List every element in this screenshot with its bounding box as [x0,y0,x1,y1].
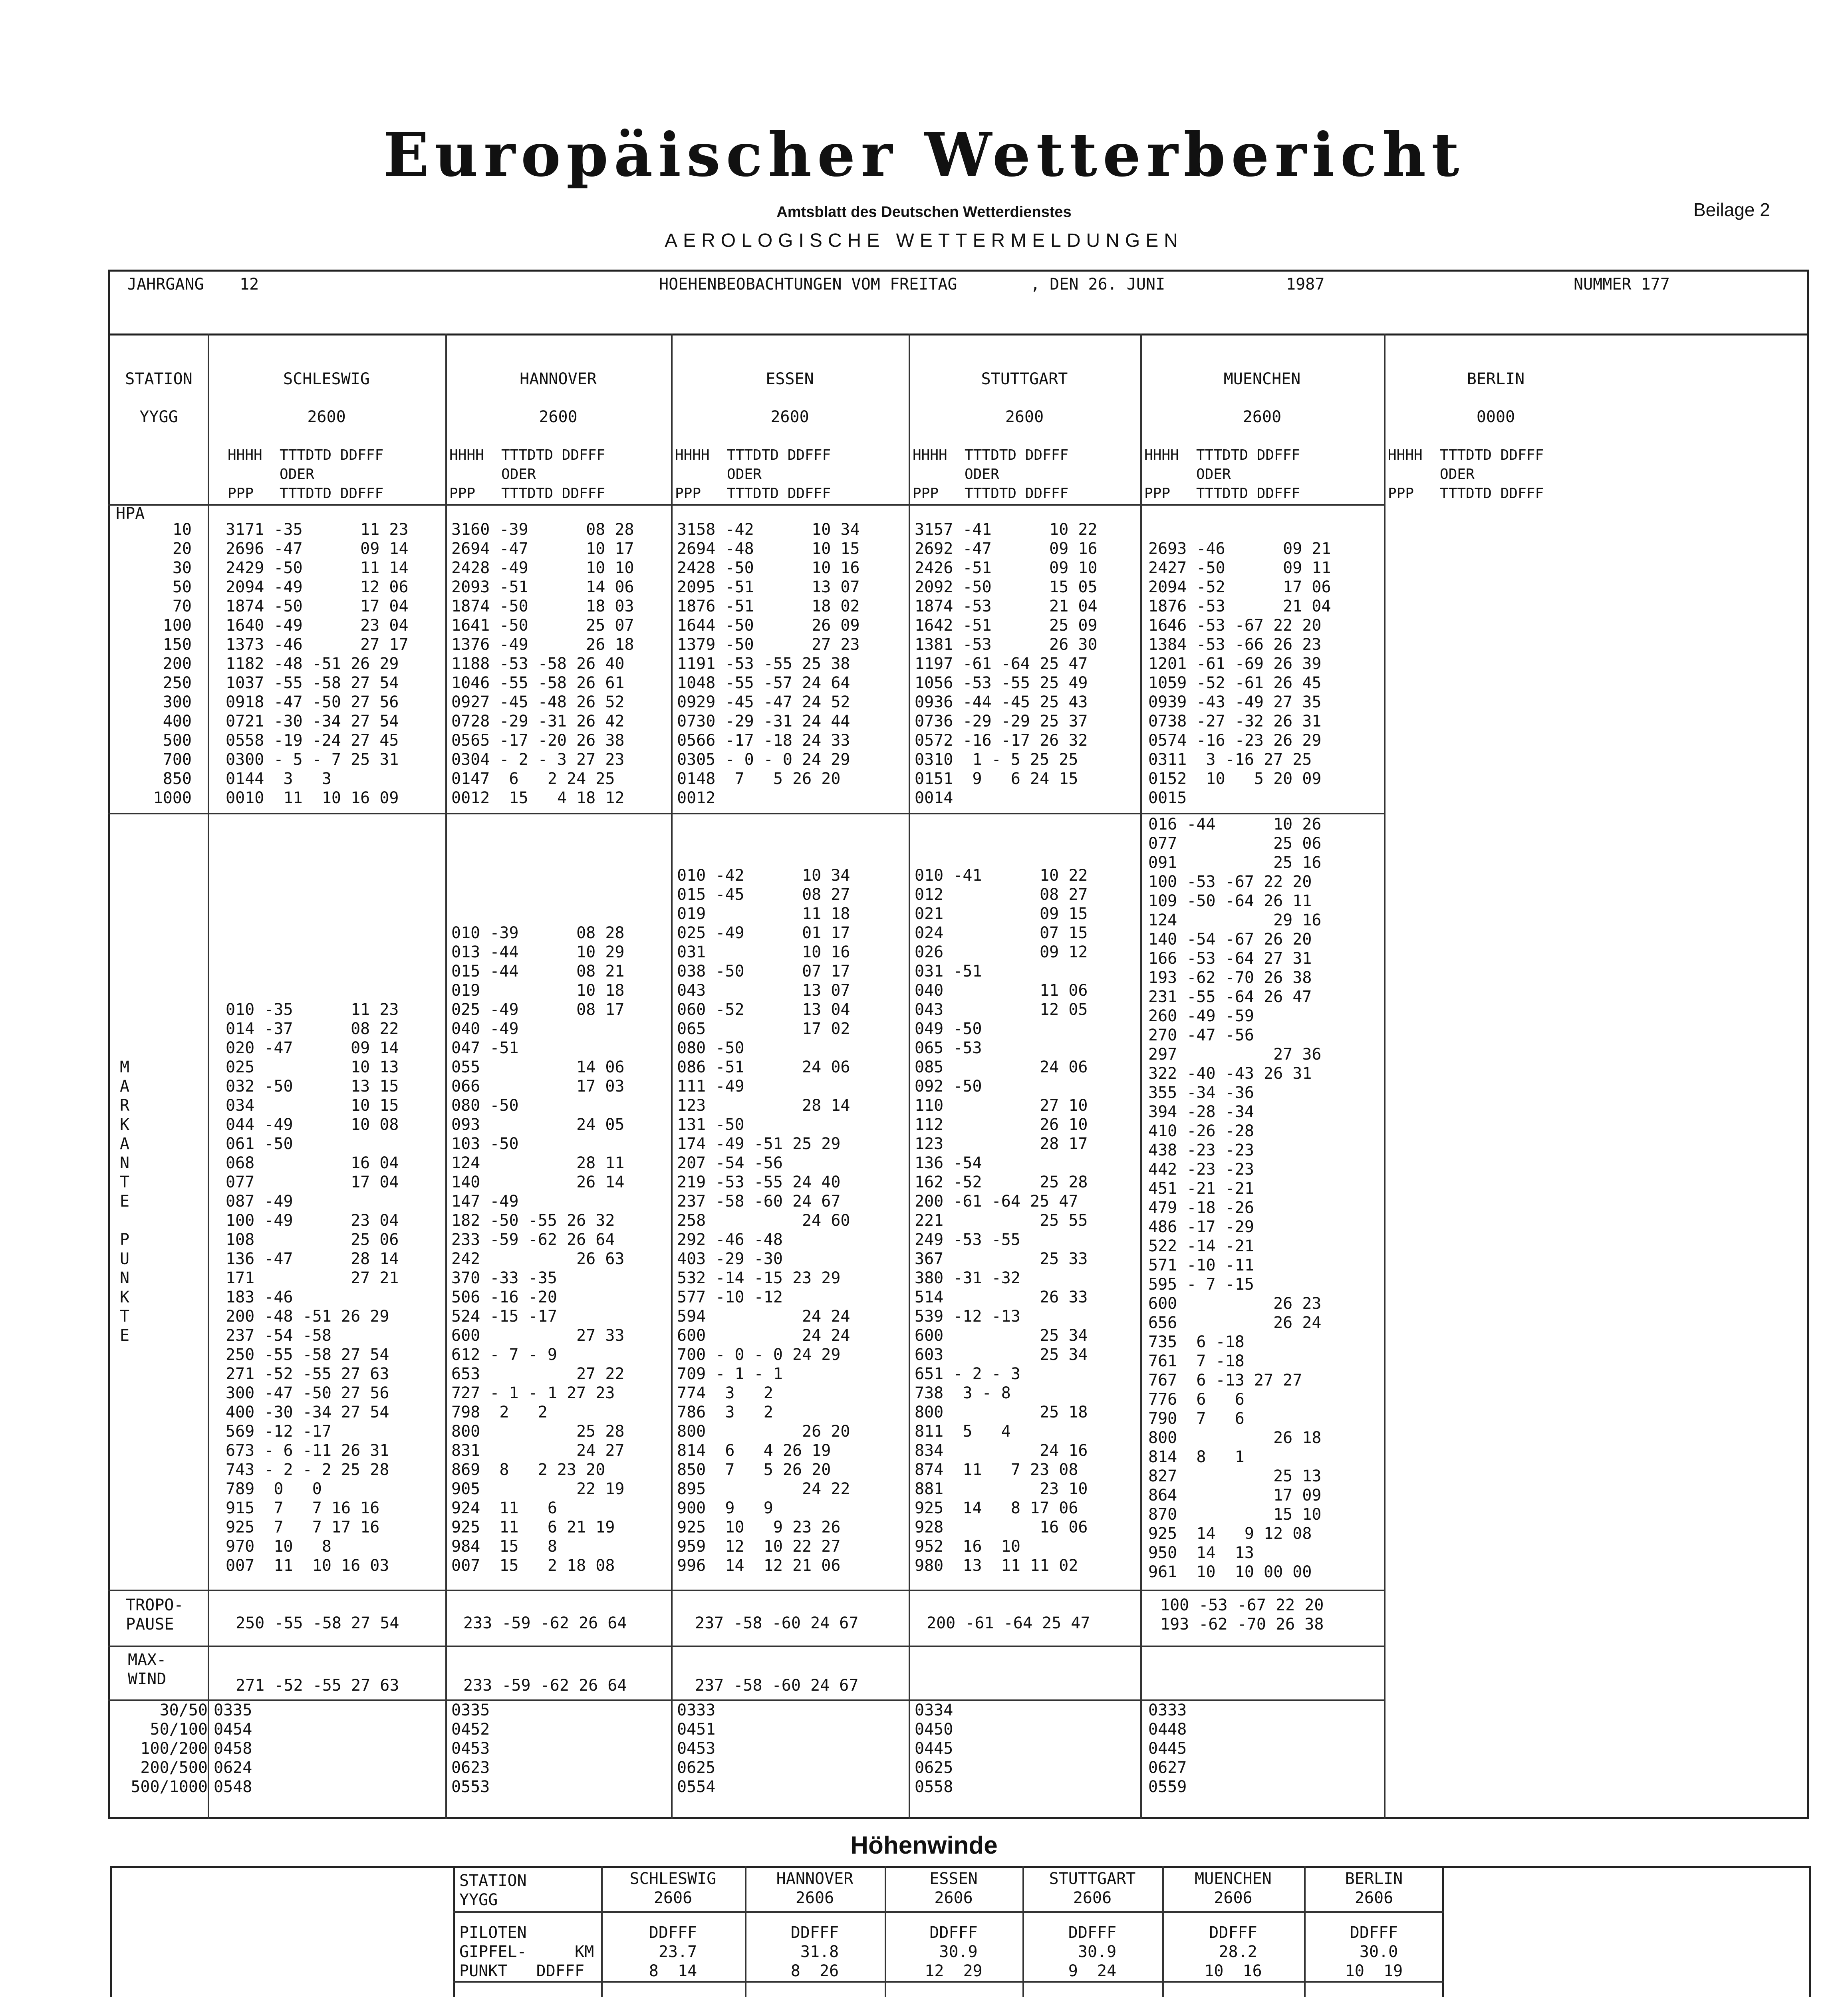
column-head-1: HHHH TTTDTD DDFFF [1144,447,1300,463]
winds-station-berlin: BERLIN [1345,1870,1403,1888]
column-head-1: HHHH TTTDTD DDFFF [913,447,1069,463]
winds-yygg-essen: 2606 [934,1889,973,1907]
info-bar [108,270,1809,335]
winds-station-muenchen: MUENCHEN [1195,1870,1272,1888]
winds-gipfel-hannover: DDFFF 31.8 8 26 [790,1924,839,1980]
winds-gipfel-essen: DDFFF 30.9 12 29 [925,1924,983,1980]
column-head-2: ODER [1388,466,1475,482]
maxwind-label: MAX- WIND [128,1651,167,1688]
winds-station-label: STATION YYGG [459,1872,527,1909]
column-head-2: ODER [1144,466,1231,482]
station-label: STATION [125,370,193,388]
thickness-muenchen: 0333 0448 0445 0627 0559 [1148,1701,1187,1796]
sig-points-stuttgart: 010 -41 10 22 012 08 27 021 09 15 024 07 15 026 09 12 031 -51 040 11 06 043 12 05 049 -50 065 -53 085 24 06 092 -50 110 27 10 112 26 10 123 28 17 136 -54 162 -52 25 28 200 -61 -64 25 47 221 25 55 249 -53 -55 367 25 33 380 -31 -32 514 26 33 539 -12 -13 600 25 34 603 25 34 651 - 2 - 3 738 3 - 8 800 25 18 811 5 4 834 24 16 874 11 7 23 08 881 23 10 925 14 8 17 06 928 16 06 952 16 10 980 13 11 11 02 [915,866,1088,1575]
pressure-levels: 10 20 30 50 70 100 150 200 250 300 400 500 700 850 1000 [153,520,192,807]
winds-yygg-berlin: 2606 [1354,1889,1393,1907]
subtitle: Amtsblatt des Deutschen Wetterdienstes [776,204,1072,220]
winds-gipfel-stuttgart: DDFFF 30.9 9 24 [1068,1924,1117,1980]
station-yygg-essen: 2600 [770,408,809,426]
station-yygg-stuttgart: 2600 [1005,408,1044,426]
sig-points-hannover: 010 -39 08 28 013 -44 10 29 015 -44 08 21 019 10 18 025 -49 08 17 040 -49 047 -51 055 14 06 066 17 03 080 -50 093 24 05 103 -50 124 28 11 140 26 14 147 -49 182 -50 -55 26 32 233 -59 -62 26 64 242 26 63 370 -33 -35 506 -16 -20 524 -15 -17 600 27 33 612 - 7 - 9 653 27 22 727 - 1 - 1 27 23 798 2 2 800 25 28 831 24 27 869 8 2 23 20 905 22 19 924 11 6 925 11 6 21 19 984 15 8 007 15 2 18 08 [451,924,625,1575]
section-title: AEROLOGISCHE WETTERMELDUNGEN [665,230,1183,251]
page-title: Europäischer Wetterbericht [383,120,1465,190]
tropopause-schleswig: 250 -55 -58 27 54 [236,1614,399,1632]
std-levels-muenchen: 2693 -46 09 21 2427 -50 09 11 2094 -52 17 06 1876 -53 21 04 1646 -53 -67 22 20 1384 -53 -66 26 23 1201 -61 -69 26 39 1059 -52 -61 26 45 0939 -43 -49 27 35 0738 -27 -32 26 31 0574 -16 -23 26 29 0311 3 -16 27 25 0152 10 5 20 09 0015 [1148,540,1331,807]
tropopause-stuttgart: 200 -61 -64 25 47 [927,1614,1090,1632]
tropopause-essen: 237 -58 -60 24 67 [695,1614,859,1632]
hoehenwinde-title: Höhenwinde [850,1832,998,1859]
issue-number: NUMMER 177 [1574,275,1670,294]
std-levels-schleswig: 3171 -35 11 23 2696 -47 09 14 2429 -50 11 14 2094 -49 12 06 1874 -50 17 04 1640 -49 23 04 1373 -46 27 17 1182 -48 -51 26 29 1037 -55 -58 27 54 0918 -47 -50 27 56 0721 -30 -34 27 54 0558 -19 -24 27 45 0300 - 5 - 7 25 31 0144 3 3 0010 11 10 16 09 [226,520,409,807]
winds-piloten-label: PILOTEN GIPFEL- KM PUNKT DDFFF [459,1924,594,1980]
column-head-2: ODER [228,466,314,482]
column-head-1: HHHH TTTDTD DDFFF [675,447,831,463]
station-name-essen: ESSEN [766,370,814,388]
thickness-essen: 0333 0451 0453 0625 0554 [677,1701,716,1796]
station-name-stuttgart: STUTTGART [981,370,1068,388]
column-head-3: PPP TTTDTD DDFFF [1144,485,1300,502]
hpa-label: HPA [116,504,145,523]
jahrgang-label: JAHRGANG [127,275,204,294]
beilage-label: Beilage 2 [1693,199,1770,220]
station-yygg-schleswig: 2600 [307,408,346,426]
yygg-label: YYGG [139,408,178,426]
winds-yygg-hannover: 2606 [795,1889,834,1907]
std-levels-hannover: 3160 -39 08 28 2694 -47 10 17 2428 -49 10 10 2093 -51 14 06 1874 -50 18 03 1641 -50 25 07 1376 -49 26 18 1188 -53 -58 26 40 1046 -55 -58 26 61 0927 -45 -48 26 52 0728 -29 -31 26 42 0565 -17 -20 26 38 0304 - 2 - 3 27 23 0147 6 2 24 25 0012 15 4 18 12 [451,520,634,807]
sig-points-essen: 010 -42 10 34 015 -45 08 27 019 11 18 025 -49 01 17 031 10 16 038 -50 07 17 043 13 07 060 -52 13 04 065 17 02 080 -50 086 -51 24 06 111 -49 123 28 14 131 -50 174 -49 -51 25 29 207 -54 -56 219 -53 -55 24 40 237 -58 -60 24 67 258 24 60 292 -46 -48 403 -29 -30 532 -14 -15 23 29 577 -10 -12 594 24 24 600 24 24 700 - 0 - 0 24 29 709 - 1 - 1 774 3 2 786 3 2 800 26 20 814 6 4 26 19 850 7 5 26 20 895 24 22 900 9 9 925 10 9 23 26 959 12 10 22 27 996 14 12 21 06 [677,866,850,1575]
column-head-3: PPP TTTDTD DDFFF [228,485,384,502]
tropopause-label: TROPO- PAUSE [126,1596,184,1634]
column-head-3: PPP TTTDTD DDFFF [913,485,1069,502]
column-head-1: HHHH TTTDTD DDFFF [1388,447,1544,463]
station-name-hannover: HANNOVER [520,370,597,388]
column-head-2: ODER [675,466,762,482]
thickness-schleswig: 0335 0454 0458 0624 0548 [214,1701,252,1796]
winds-yygg-stuttgart: 2606 [1073,1889,1112,1907]
std-levels-essen: 3158 -42 10 34 2694 -48 10 15 2428 -50 10 16 2095 -51 13 07 1876 -51 18 02 1644 -50 26 09 1379 -50 27 23 1191 -53 -55 25 38 1048 -55 -57 24 64 0929 -45 -47 24 52 0730 -29 -31 24 44 0566 -17 -18 24 33 0305 - 0 - 0 24 29 0148 7 5 26 20 0012 [677,520,860,807]
winds-station-schleswig: SCHLESWIG [629,1870,717,1888]
sig-points-schleswig: 010 -35 11 23 014 -37 08 22 020 -47 09 14 025 10 13 032 -50 13 15 034 10 15 044 -49 10 08 061 -50 068 16 04 077 17 04 087 -49 100 -49 23 04 108 25 06 136 -47 28 14 171 27 21 183 -46 200 -48 -51 26 29 237 -54 -58 250 -55 -58 27 54 271 -52 -55 27 63 300 -47 -50 27 56 400 -30 -34 27 54 569 -12 -17 673 - 6 -11 26 31 743 - 2 - 2 25 28 789 0 0 915 7 7 16 16 925 7 7 17 16 970 10 8 007 11 10 16 03 [226,1000,399,1575]
column-head-1: HHHH TTTDTD DDFFF [449,447,605,463]
column-head-1: HHHH TTTDTD DDFFF [228,447,384,463]
thickness-stuttgart: 0334 0450 0445 0625 0558 [915,1701,953,1796]
maxwind-essen: 237 -58 -60 24 67 [695,1676,859,1695]
winds-station-essen: ESSEN [929,1870,978,1888]
thickness-hannover: 0335 0452 0453 0623 0553 [451,1701,490,1796]
year-label: 1987 [1286,275,1325,294]
station-name-muenchen: MUENCHEN [1223,370,1301,388]
station-name-schleswig: SCHLESWIG [283,370,370,388]
winds-yygg-muenchen: 2606 [1214,1889,1253,1907]
std-levels-stuttgart: 3157 -41 10 22 2692 -47 09 16 2426 -51 09 10 2092 -50 15 05 1874 -53 21 04 1642 -51 25 09 1381 -53 26 30 1197 -61 -64 25 47 1056 -53 -55 25 49 0936 -44 -45 25 43 0736 -29 -29 25 37 0572 -16 -17 26 32 0310 1 - 5 25 25 0151 9 6 24 15 0014 [915,520,1098,807]
column-head-2: ODER [913,466,999,482]
winds-gipfel-muenchen: DDFFF 28.2 10 16 [1204,1924,1262,1980]
winds-gipfel-schleswig: DDFFF 23.7 8 14 [649,1924,697,1980]
station-yygg-berlin: 0000 [1476,408,1515,426]
jahrgang-value: 12 [240,275,259,294]
winds-yygg-schleswig: 2606 [653,1889,693,1907]
tropopause-muenchen: 100 -53 -67 22 20 193 -62 -70 26 38 [1160,1596,1324,1634]
station-yygg-hannover: 2600 [539,408,578,426]
markante-punkte-label: M A R K A N T E P U N K T E [120,1058,130,1345]
thickness-labels: 30/50 50/100 100/200 200/500 500/1000 [131,1701,208,1796]
maxwind-schleswig: 271 -52 -55 27 63 [236,1676,399,1695]
maxwind-hannover: 233 -59 -62 26 64 [463,1676,627,1695]
winds-station-hannover: HANNOVER [776,1870,854,1888]
column-head-3: PPP TTTDTD DDFFF [675,485,831,502]
column-head-3: PPP TTTDTD DDFFF [449,485,605,502]
winds-gipfel-berlin: DDFFF 30.0 10 19 [1345,1924,1403,1980]
sig-points-muenchen: 016 -44 10 26 077 25 06 091 25 16 100 -53 -67 22 20 109 -50 -64 26 11 124 29 16 140 -54 -67 26 20 166 -53 -64 27 31 193 -62 -70 26 38 231 -55 -64 26 47 260 -49 -59 270 -47 -56 297 27 36 322 -40 -43 26 31 355 -34 -36 394 -28 -34 410 -26 -28 438 -23 -23 442 -23 -23 451 -21 -21 479 -18 -26 486 -17 -29 522 -14 -21 571 -10 -11 595 - 7 -15 600 26 23 656 26 24 735 6 -18 761 7 -18 767 6 -13 27 27 776 6 6 790 7 6 800 26 18 814 8 1 827 25 13 864 17 09 870 15 10 925 14 9 12 08 950 14 13 961 10 10 00 00 [1148,815,1322,1581]
tropopause-hannover: 233 -59 -62 26 64 [463,1614,627,1632]
column-head-2: ODER [449,466,536,482]
station-yygg-muenchen: 2600 [1243,408,1282,426]
observation-title: HOEHENBEOBACHTUNGEN VOM FREITAG [659,275,957,294]
date-label: , DEN 26. JUNI [1030,275,1165,294]
column-head-3: PPP TTTDTD DDFFF [1388,485,1544,502]
station-name-berlin: BERLIN [1467,370,1525,388]
winds-station-stuttgart: STUTTGART [1049,1870,1136,1888]
